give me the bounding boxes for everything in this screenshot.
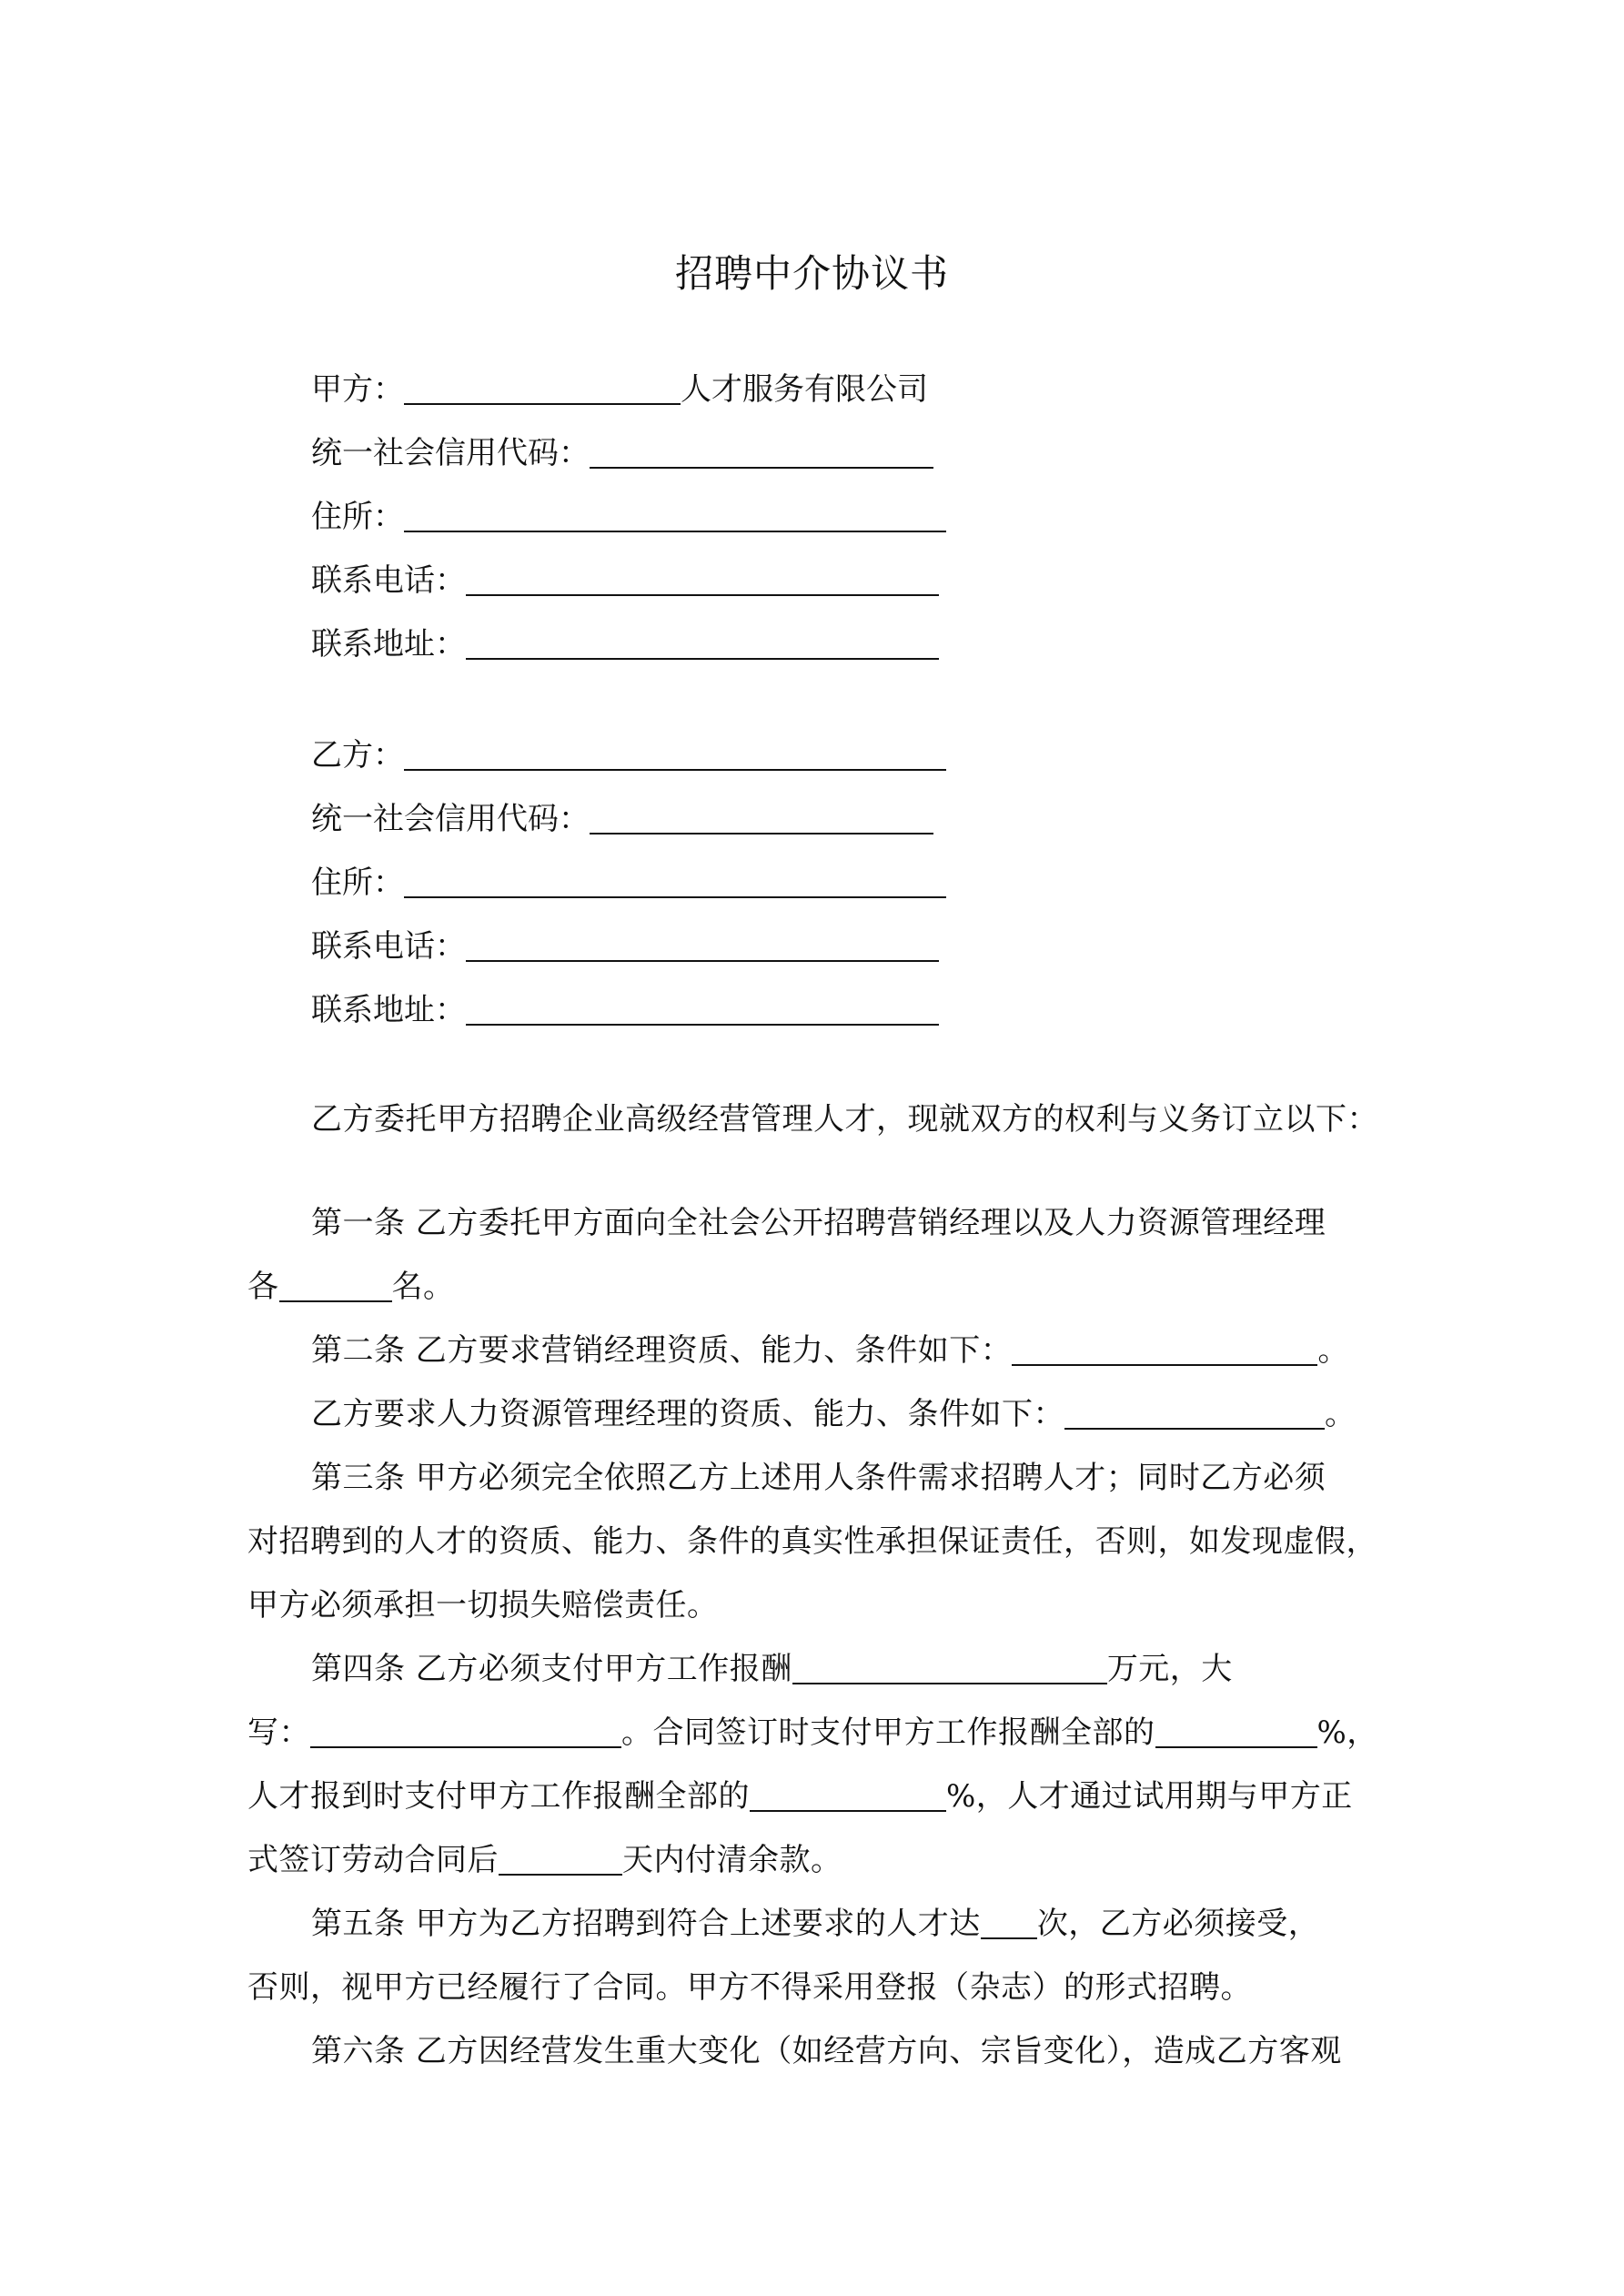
party-b-phone-label: 联系电话： [311,928,466,965]
party-a-address-blank[interactable] [404,498,946,532]
party-b-name-label: 乙方： [311,737,404,774]
party-a-credit-code-field [311,431,933,475]
party-b-contact-address-field [311,988,939,1032]
party-a-credit-code-label: 统一社会信用代码： [311,435,590,471]
party-b-name-field [311,733,946,777]
party-b-contact-address-label: 联系地址： [311,992,466,1028]
party-b-phone-blank[interactable] [466,927,939,962]
article-2-line-2 [311,1392,1357,1436]
article-4-line-1-text: 第四条 乙方必须支付甲方工作报酬 [311,1651,792,1687]
article-1-count-blank[interactable] [279,1268,392,1302]
party-a-phone-label: 联系电话： [311,562,466,599]
party-a-name-suffix: 人才服务有限公司 [681,371,928,408]
article-6-line-1: 第六条 乙方因经营发生重大变化（如经营方向、宗旨变化），造成乙方客观 [311,2033,1342,2069]
article-5-line-1 [311,1902,1319,1946]
article-5-line-1-end: 次，乙方必须接受， [1036,1906,1320,1942]
article-5-line-1-text: 第五条 甲方为乙方招聘到符合上述要求的人才达 [311,1906,981,1942]
article-4-line-1 [311,1647,1233,1691]
party-a-phone-blank[interactable] [466,561,939,596]
party-a-contact-address-label: 联系地址： [311,626,466,663]
article-2-line-2-end: 。 [1325,1396,1357,1432]
arrival-percentage-blank[interactable] [750,1777,946,1812]
article-2-line-1-text: 第二条 乙方要求营销经理资质、能力、条件如下： [311,1332,1013,1369]
article-1-prefix: 各 [247,1269,279,1305]
payment-days-blank[interactable] [499,1841,622,1876]
party-b-credit-code-blank[interactable] [590,800,933,834]
article-3-line-2: 对招聘到的人才的资质、能力、条件的真实性承担保证责任，否则，如发现虚假， [247,1523,1377,1560]
party-b-contact-address-blank[interactable] [466,991,939,1026]
party-b-address-field [311,861,946,905]
article-3-line-3: 甲方必须承担一切损失赔偿责任。 [247,1587,719,1623]
article-2-line-1-end: 。 [1317,1332,1349,1369]
article-4-line-1-end: 万元，大 [1106,1651,1233,1687]
party-a-name-label: 甲方： [311,371,404,408]
fee-capital-amount-blank[interactable] [310,1714,621,1748]
article-4-line-3-end: %，人才通过试用期与甲方正 [946,1778,1353,1815]
article-4-line-3 [247,1775,1353,1818]
recruit-times-blank[interactable] [981,1905,1037,1939]
article-2-line-1 [311,1329,1349,1372]
article-4-line-2-mid: 。合同签订时支付甲方工作报酬全部的 [621,1714,1155,1751]
article-4-line-3-text: 人才报到时支付甲方工作报酬全部的 [247,1778,750,1815]
party-a-contact-address-field [311,622,939,666]
party-a-credit-code-blank[interactable] [590,434,933,469]
party-b-credit-code-field [311,797,933,841]
party-a-address-label: 住所： [311,499,404,535]
fee-amount-blank[interactable] [792,1650,1107,1684]
party-b-address-label: 住所： [311,865,404,901]
article-4-line-2 [247,1711,1378,1755]
sales-manager-requirements-blank[interactable] [1012,1331,1317,1366]
article-1-line-1: 第一条 乙方委托甲方面向全社会公开招聘营销经理以及人力资源管理经理 [311,1205,1326,1241]
article-4-line-2-end: %， [1316,1714,1378,1751]
party-a-contact-address-blank[interactable] [466,625,939,660]
article-1-line-2 [247,1265,455,1309]
article-4-line-4-text: 式签订劳动合同后 [247,1842,499,1878]
document-title: 招聘中介协议书 [674,251,949,296]
party-b-address-blank[interactable] [404,864,946,898]
article-4-line-4 [247,1838,842,1882]
party-a-name-field [311,368,928,411]
article-4-line-2-start: 写： [247,1714,310,1751]
article-1-suffix: 名。 [391,1269,455,1305]
party-a-name-blank[interactable] [404,370,681,405]
signing-percentage-blank[interactable] [1155,1714,1317,1748]
intro-paragraph: 乙方委托甲方招聘企业高级经营管理人才，现就双方的权利与义务订立以下： [311,1101,1378,1138]
article-3-line-1: 第三条 甲方必须完全依照乙方上述用人条件需求招聘人才；同时乙方必须 [311,1460,1326,1496]
article-2-line-2-text: 乙方要求人力资源管理经理的资质、能力、条件如下： [311,1396,1064,1432]
party-a-address-field [311,495,946,539]
party-b-credit-code-label: 统一社会信用代码： [311,801,590,837]
party-b-phone-field [311,925,939,968]
hr-manager-requirements-blank[interactable] [1064,1395,1325,1430]
party-a-phone-field [311,559,939,602]
article-4-line-4-end: 天内付清余款。 [622,1842,842,1878]
party-b-name-blank[interactable] [404,736,946,771]
article-5-line-2: 否则，视甲方已经履行了合同。甲方不得采用登报（杂志）的形式招聘。 [247,1969,1252,2006]
